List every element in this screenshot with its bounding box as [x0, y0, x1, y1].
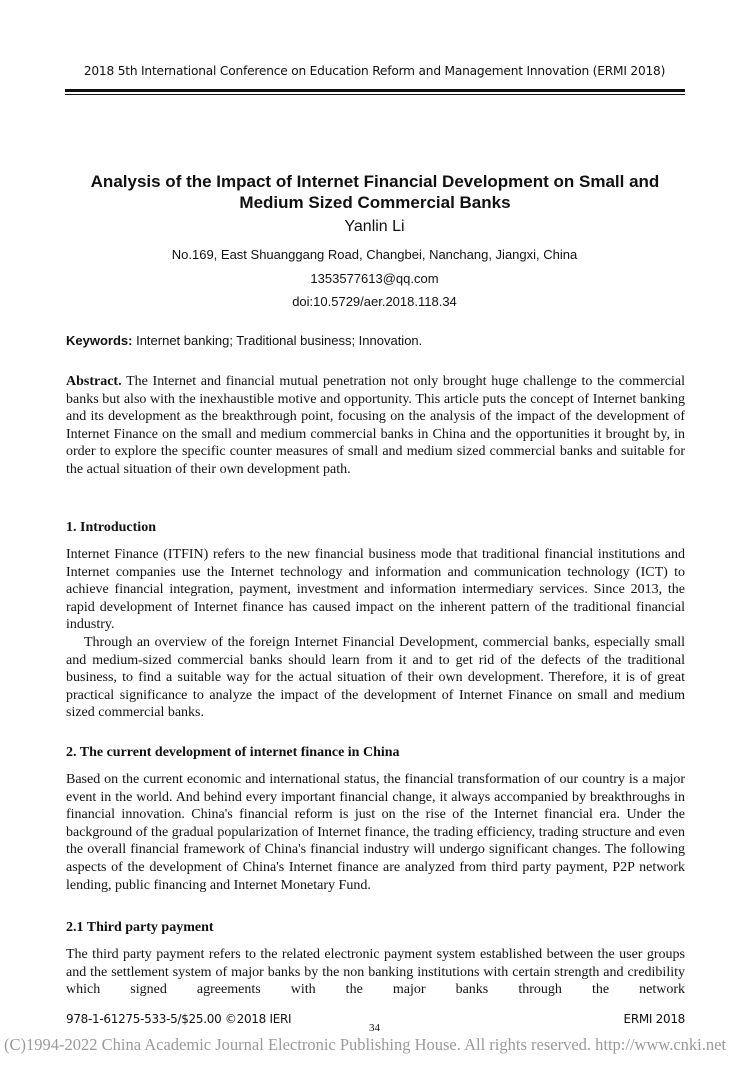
keywords-label: Keywords:	[66, 333, 133, 348]
header-rule-thick	[65, 89, 685, 92]
page-number: 34	[369, 1022, 380, 1034]
doi: doi:10.5729/aer.2018.118.34	[292, 294, 457, 309]
section-heading-current-development: 2. The current development of internet finance in China	[66, 745, 400, 760]
paragraph: Based on the current economic and international status, the financial transformation of our country is a major event in the world. And behind every important financial change, it always accompanied by breakthroughs in financial innovation. China's financial reform is just on the rise of the Internet financial era. Under the background of the gradual popularization of Internet finance, the trading efficiency, trading structure and even the overall financial framework of China's financial industry will undergo significant changes. The following aspects of the development of China's Internet finance are analyzed from third party payment, P2P network lending, public financing and Internet Monetary Fund.	[66, 772, 685, 893]
footer-conference: ERMI 2018	[623, 1012, 685, 1026]
running-header: 2018 5th International Conference on Education Reform and Management Innovation (ERMI 2018)	[83, 64, 666, 78]
cnki-watermark: (C)1994-2022 China Academic Journal Electronic Publishing House. All rights reserved. http://www.cnki.net	[4, 1035, 727, 1054]
title-line-1: Analysis of the Impact of Internet Financial Development on Small and	[90, 172, 660, 191]
section-heading-third-party-payment: 2.1 Third party payment	[66, 920, 214, 935]
abstract-label: Abstract.	[66, 374, 122, 389]
title-line-2: Medium Sized Commercial Banks	[239, 193, 511, 212]
author-address: No.169, East Shuanggang Road, Changbei, Nanchang, Jiangxi, China	[171, 247, 578, 262]
section-third-party-payment-body	[66, 946, 685, 999]
paper-title	[60, 171, 690, 213]
abstract	[66, 373, 685, 479]
footer-isbn: 978-1-61275-533-5/$25.00 ©2018 IERI	[66, 1012, 292, 1026]
keywords-text: Internet banking; Traditional business; Innovation.	[132, 333, 423, 348]
abstract-text: The Internet and financial mutual penetration not only brought huge challenge to the commercial banks but also with the inexhaustible motive and opportunity. This article puts the concept of Internet banking and its development as the breakthrough point, focusing on the analysis of the impact of the development of Internet Finance on the small and medium commercial banks in China and the opportunities it brought by, in order to explore the specific counter measures of small and medium sized commercial banks and suitable for the actual situation of their own development path.	[66, 374, 685, 477]
section-heading-introduction: 1. Introduction	[66, 520, 156, 535]
header-rule-thin	[65, 94, 685, 95]
paragraph: Through an overview of the foreign Internet Financial Development, commercial banks, especially small and medium-sized commercial banks should learn from it and to get rid of the defects of the traditional business, to find a suitable way for the actual situation of their own development. Therefore, it is of great practical significance to analyze the impact of the development of Internet Finance on small and medium sized commercial banks.	[66, 634, 685, 721]
keywords	[66, 333, 422, 348]
section-introduction-body	[66, 546, 685, 722]
paragraph: The third party payment refers to the related electronic payment system established between the user groups and the settlement system of major banks by the non banking institutions with certain strength and credibility which signed agreements with the major banks through the network	[66, 947, 685, 998]
author-email: 1353577613@qq.com	[310, 271, 439, 286]
paragraph: Internet Finance (ITFIN) refers to the new financial business mode that traditional financial institutions and Internet companies use the Internet technology and information and communication technology (ICT) to achieve financial integration, payment, investment and information intermediary services. Since 2013, the rapid development of Internet finance has caused impact on the inherent pattern of the traditional financial industry.	[66, 547, 685, 633]
author-name: Yanlin Li	[344, 218, 405, 235]
section-current-development-body	[66, 771, 685, 894]
